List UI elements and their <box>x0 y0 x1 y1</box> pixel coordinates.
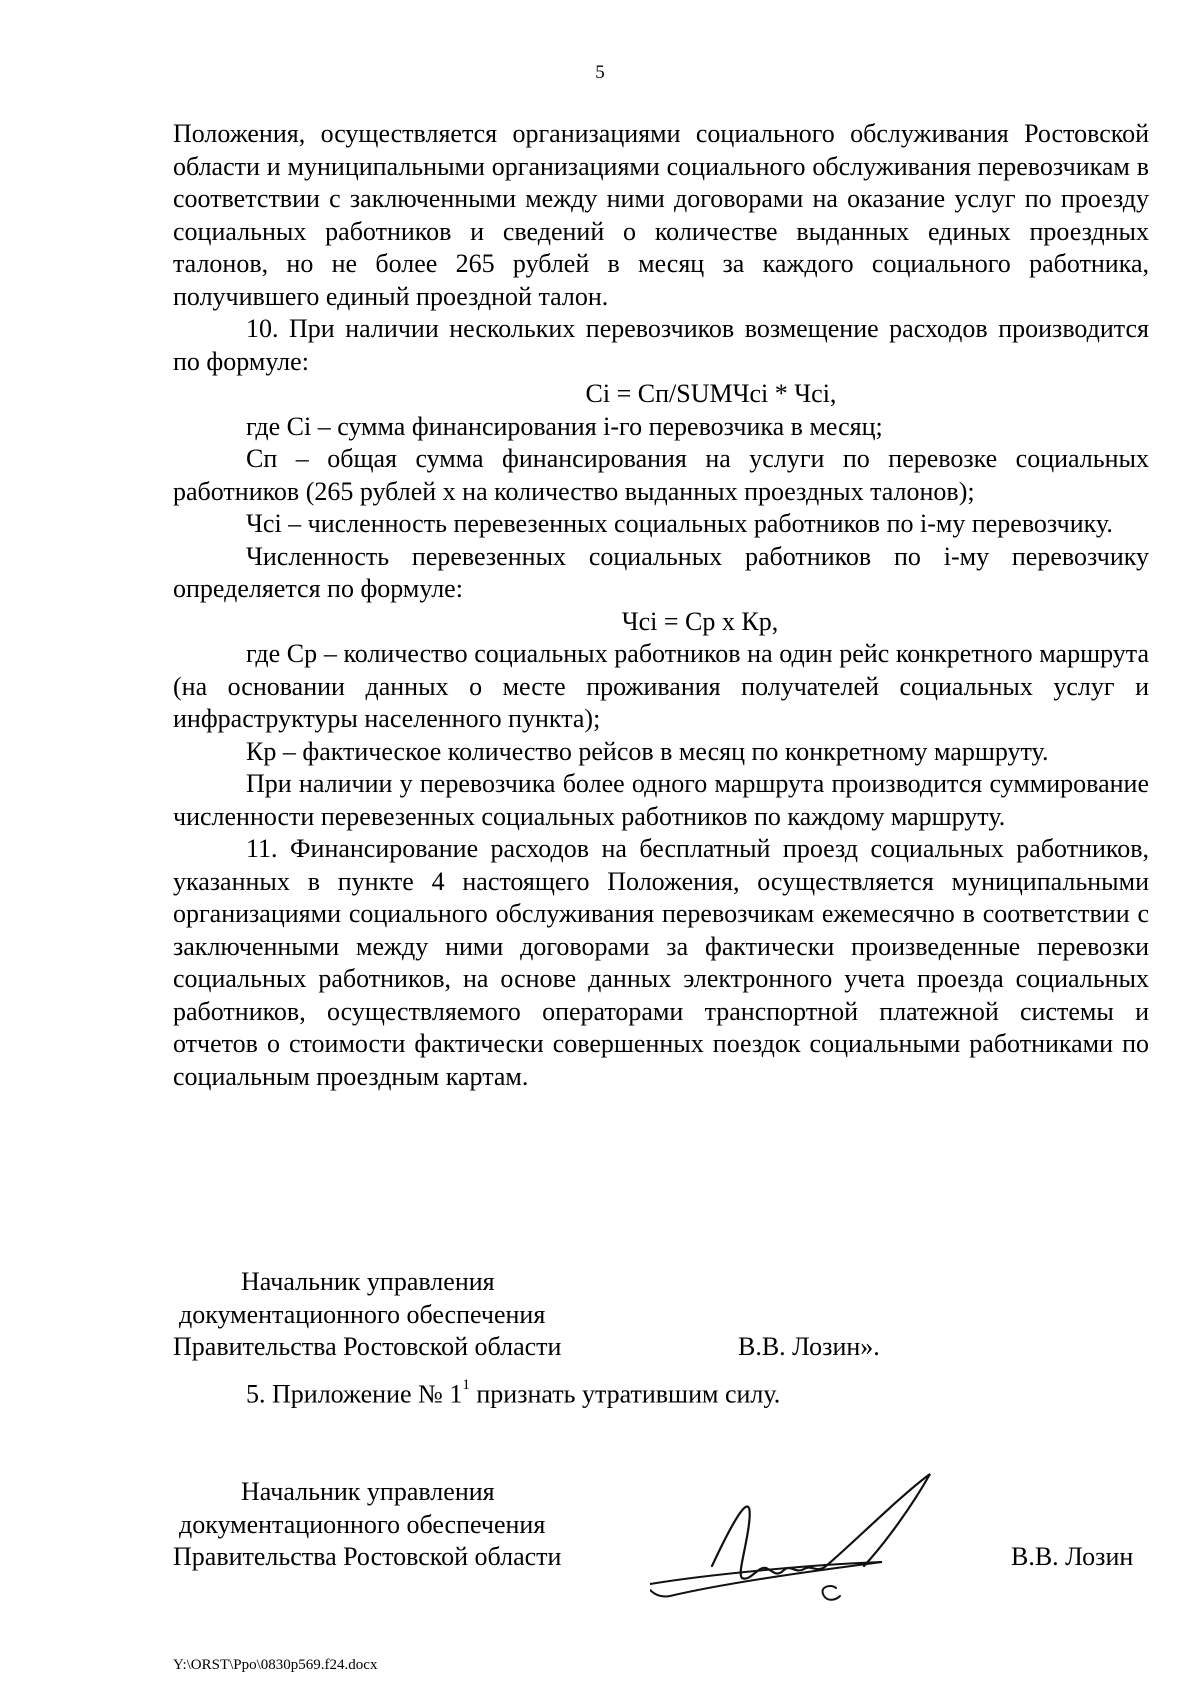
paragraph-multi-route: При наличии у перевозчика более одного маршрута производится суммирование численности перевезенных социальных работников по каждому маршруту. <box>173 769 1149 831</box>
item-5 <box>246 1373 780 1411</box>
paragraph-chci: Чci – численность перевезенных социальных работников по i-му перевозчику. <box>246 509 1113 538</box>
signatory-final-name: В.В. Лозин <box>1011 1542 1134 1571</box>
signature-block-inner <box>173 1266 1173 1364</box>
item-5-superscript: 1 <box>462 1377 470 1393</box>
paragraph-kr: Кр – фактическое количество рейсов в месяц по конкретному маршруту. <box>246 736 1049 766</box>
paragraph-continuation: Положения, осуществляется организациями социального обслуживания Ростовской области и муниципальными организациями социального обслуживания перевозчикам в соответствии с заключенными между ними договорами на оказание услуг по проезду социальных работников и сведений о количестве выданных единых проездных талонов, но не более 265 рублей в месяц за каждого социального работника, получившего единый проездной талон. <box>173 119 1149 311</box>
paragraph-item-11: 11. Финансирование расходов на бесплатный проезд социальных работников, указанных в пункте 4 настоящего Положения, осуществляется муниципальными организациями социального обслуживания перевозчикам ежемесячно в соответствии с заключенными между ними договорами за фактически произведенные перевозки социальных работников, на основе данных электронного учета проезда социальных работников, осуществляемого операторами транспортной платежной системы и отчетов о стоимости фактически совершенных поездок социальными работниками по социальным проездным картам. <box>173 834 1149 1091</box>
signature-title-line1: Начальник управления <box>241 1267 495 1296</box>
signature-final-title-line1: Начальник управления <box>241 1477 495 1506</box>
formula-chci: Чci = Ср х Кр, <box>621 606 779 636</box>
footer-file-path: Y:\ORST\Ppo\0830p569.f24.docx <box>173 1657 378 1673</box>
signatory-name: В.В. Лозин». <box>738 1332 880 1361</box>
paragraph-item-10: 10. При наличии нескольких перевозчиков возмещение расходов производится по формуле: <box>173 314 1149 376</box>
signature-title-line2: документационного обеспечения <box>179 1299 546 1329</box>
formula-ci: Ci = Сп/SUMЧci * Чci, <box>585 379 837 408</box>
item-5-text: 5. Приложение № 1 <box>246 1379 463 1409</box>
signature-title-line3: Правительства Ростовской области <box>173 1332 562 1361</box>
paragraph-sp: Сп – общая сумма финансирования на услуги по перевозке социальных работников (265 рублей х на количество выданных проездных талонов); <box>173 444 1149 506</box>
signature-final-title-line2: документационного обеспечения <box>179 1509 546 1539</box>
paragraph-where-sr: где Ср – количество социальных работников на один рейс конкретного маршрута (на основании данных о месте проживания получателей социальных услуг и инфраструктуры населенного пункта); <box>173 639 1149 733</box>
item-5-text-after: признать утратившим силу. <box>469 1379 781 1409</box>
paragraph-count-formula-intro: Численность перевезенных социальных работников по i-му перевозчику определяется по формуле: <box>173 541 1149 603</box>
signature-final-title-line3: Правительства Ростовской области <box>173 1542 562 1571</box>
paragraph-where-ci: где Ci – сумма финансирования i-го перевозчика в месяц; <box>246 411 883 441</box>
page-number: 5 <box>595 62 605 83</box>
handwritten-signature <box>650 1466 990 1616</box>
document-body <box>173 118 1149 1093</box>
